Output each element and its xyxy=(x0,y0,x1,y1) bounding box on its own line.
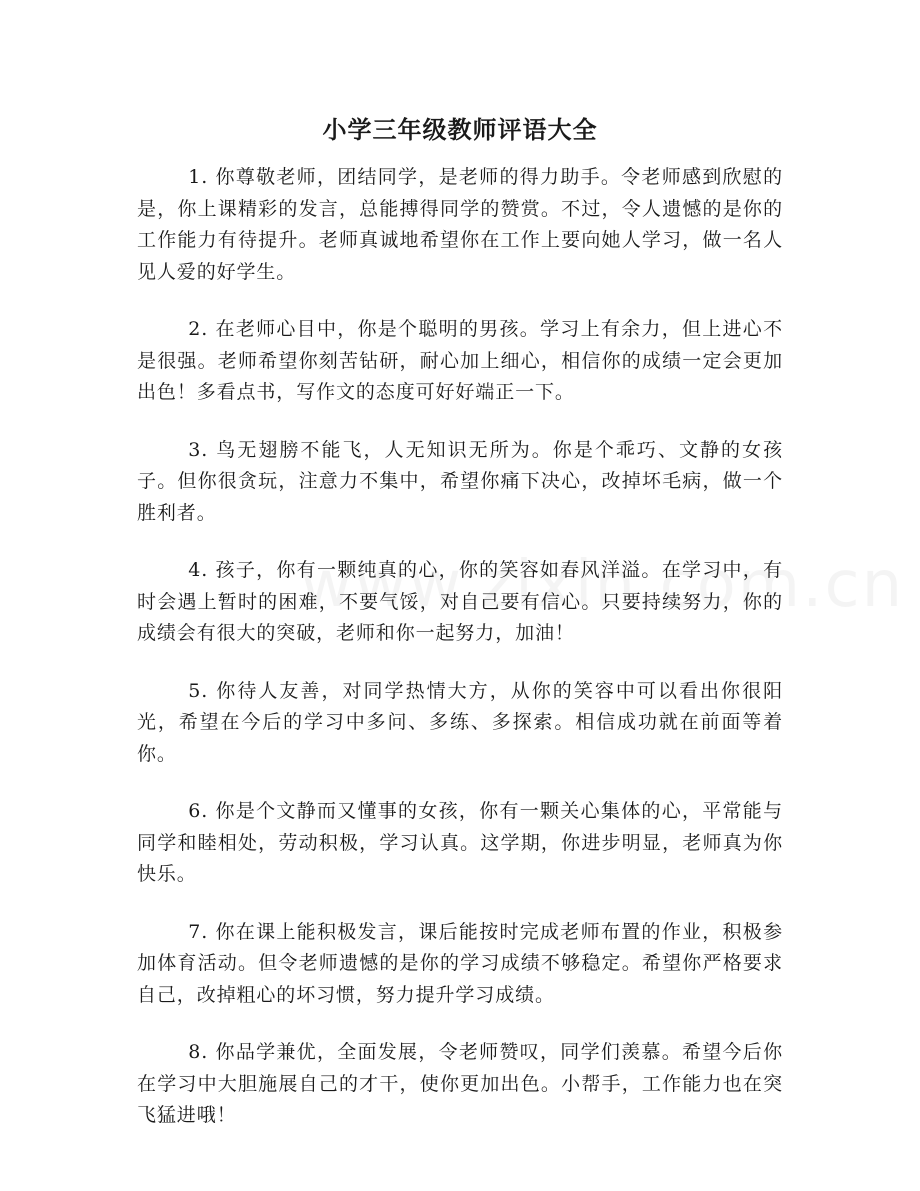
comment-paragraph-2: 2. 在老师心目中，你是个聪明的男孩。学习上有余力，但上进心不是很强。老师希望你刻苦钻研，耐心加上细心，相信你的成绩一定会更加出色！多看点书，写作文的态度可好好端正一下。 xyxy=(137,318,783,403)
comment-paragraph-3: 3. 鸟无翅膀不能飞，人无知识无所为。你是个乖巧、文静的女孩子。但你很贪玩，注意力不集中，希望你痛下决心，改掉坏毛病，做一个胜利者。 xyxy=(137,438,783,524)
comment-paragraph-4: 4. 孩子，你有一颗纯真的心，你的笑容如春风洋溢。在学习中，有时会遇上暂时的困难，不要气馁，对自己要有信心。只要持续努力，你的成绩会有很大的突破，老师和你一起努力，加油！ xyxy=(137,559,783,644)
comment-paragraph-7: 7. 你在课上能积极发言，课后能按时完成老师布置的作业，积极参加体育活动。但令老师遗憾的是你的学习成绩不够稳定。希望你严格要求自己，改掉粗心的坏习惯，努力提升学习成绩。 xyxy=(137,920,783,1006)
document-title: 小学三年级教师评语大全 xyxy=(322,115,598,144)
comment-paragraph-8: 8. 你品学兼优，全面发展，令老师赞叹，同学们羡慕。希望今后你在学习中大胆施展自己的才干，使你更加出色。小帮手，工作能力也在突飞猛进哦！ xyxy=(137,1041,783,1126)
comment-paragraph-5: 5. 你待人友善，对同学热情大方，从你的笑容中可以看出你很阳光，希望在今后的学习中多问、多练、多探索。相信成功就在前面等着你。 xyxy=(137,679,783,765)
comment-paragraph-6: 6. 你是个文静而又懂事的女孩，你有一颗关心集体的心，平常能与同学和睦相处，劳动积极，学习认真。这学期，你进步明显，老师真为你快乐。 xyxy=(137,800,783,885)
document-body xyxy=(137,162,783,1158)
comment-paragraph-1: 1. 你尊敬老师，团结同学，是老师的得力助手。令老师感到欣慰的是，你上课精彩的发言，总能搏得同学的赞赏。不过，令人遗憾的是你的工作能力有待提升。老师真诚地希望你在工作上要向她人学习，做一名人见人爱的好学生。 xyxy=(137,166,783,283)
